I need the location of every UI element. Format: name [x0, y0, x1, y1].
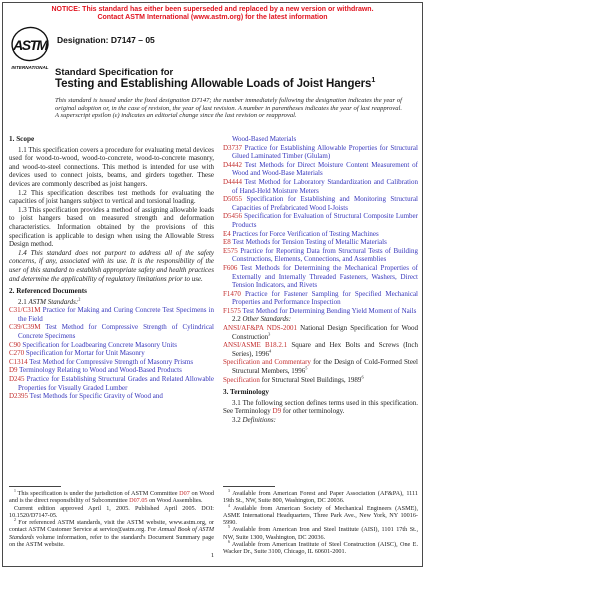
standard-item [223, 230, 418, 239]
text-segment: 2.2 [232, 315, 243, 324]
paragraph-3-2 [223, 416, 418, 425]
notice-line-2: Contact ASTM International (www.astm.org) for the latest information [97, 14, 328, 22]
superseded-notice [3, 6, 422, 22]
standard-title[interactable]: Practices for Force Verification of Testing Machines [230, 229, 379, 238]
text-segment: Annual Book of ASTM Standards [9, 526, 214, 541]
text-segment: on Wood and is the direct responsibility of Subcommittee [9, 490, 214, 505]
footnote-ref: 5 [228, 525, 230, 530]
standard-item [223, 238, 418, 247]
footnote-ref: 2 [78, 296, 81, 302]
footnote-ref: 4 [228, 503, 230, 508]
standard-title[interactable]: Specification for Evaluation of Structural Composite Lumber Products [232, 212, 418, 229]
standard-item [223, 307, 418, 316]
footnote-ref: 3 [228, 488, 230, 493]
inline-standard-link[interactable]: D07 [179, 490, 190, 497]
standard-code-link[interactable]: C90 [9, 340, 21, 349]
standard-item [9, 349, 214, 358]
footnotes-area [9, 486, 418, 556]
standard-code-link[interactable]: ANSI/ASME B18.2.1 [223, 341, 288, 350]
paragraph-1-3: 1.3 This specification provides a method of assigning allowable loads to joist hangers based on measured strength and deformation characteristics. Information obtained by the provisions of this specification is applicable to design when using the Allowable Stress Design method. [9, 205, 214, 249]
standard-item [223, 195, 418, 212]
text-segment: Other Standards: [242, 315, 292, 324]
standard-title[interactable]: Test Methods for Determining the Mechanical Properties of Externally and Internally Threaded Fasteners, Washers, Direct Tension Indicators, and Rivets [232, 263, 418, 290]
text-segment: ASTM Standards: [28, 297, 79, 306]
standard-code-link[interactable]: E4 [223, 229, 231, 238]
title-kicker: Standard Specification for [55, 67, 174, 78]
standard-item [9, 375, 214, 392]
standard-item [223, 358, 418, 375]
title-footnote-ref: 1 [371, 76, 376, 85]
standard-title[interactable]: Terminology Relating to Wood and Wood-Based Products [17, 366, 182, 375]
text-segment: Available from American Forest and Paper Association (AF&PA), 1111 19th St., NW, Suite 800, Washington, DC 20036. [223, 490, 418, 505]
standard-code-link[interactable]: D3737 [223, 143, 243, 152]
standard-code-link[interactable]: D245 [9, 375, 25, 384]
standard-title: for Structural Steel Buildings, 1989 [259, 375, 362, 384]
text-segment: This specification is under the jurisdiction of ASTM Committee [15, 490, 180, 497]
other-standards-label [223, 315, 418, 324]
footnote-ref: 2 [14, 518, 16, 523]
standard-code-link[interactable]: F606 [223, 263, 238, 272]
standard-code-link[interactable]: C31/C31M [9, 306, 41, 315]
standard-code-link[interactable]: D9 [9, 366, 18, 375]
standard-title[interactable]: Practice for Fastener Sampling for Specified Mechanical Properties and Performance Inspection [232, 289, 418, 307]
standard-title[interactable]: Test Method for Determining Bending Yield Moment of Nails [240, 306, 417, 315]
footnote-2 [9, 519, 214, 548]
standard-item [9, 358, 214, 367]
standard-item [223, 144, 418, 161]
standard-preamble: This standard is issued under the fixed designation D7147; the number immediately following the designation indicates the year of original adoption or, in the case of revision, the year of last revision. A number in parentheses indicates the year of last reapproval. A superscript epsilon (ε) indicates an editorial change since the last revision or reapproval. [55, 97, 402, 120]
astm-logo-caption: INTERNATIONAL [11, 65, 49, 70]
standard-item [223, 161, 418, 178]
standard-title[interactable]: Test Method for Laboratory Standardization and Calibration of Hand-Held Moisture Meters [232, 177, 418, 195]
standard-title: for the Design of Cold-Formed Steel Structural Members, 1996 [232, 358, 418, 376]
standard-code-link[interactable]: E8 [223, 238, 231, 247]
standard-code-link[interactable]: D4442 [223, 160, 243, 169]
body-columns [9, 135, 418, 425]
text-segment: 3.2 [232, 416, 243, 424]
standard-title[interactable]: Specification for Mortar for Unit Masonry [24, 349, 145, 358]
standard-title-continuation [223, 135, 418, 144]
standard-item [223, 324, 418, 341]
footnote-ref: 6 [361, 374, 364, 380]
standard-title[interactable]: Test Methods for Specific Gravity of Wood and [28, 392, 163, 401]
footnote-4 [223, 503, 418, 530]
standard-title[interactable]: Test Method for Compressive Strength of Cylindrical Concrete Specimens [18, 323, 214, 341]
footnote-ref: 1 [14, 488, 16, 493]
standard-code-link[interactable]: C39/C39M [9, 323, 41, 332]
standard-code-link[interactable]: C1314 [9, 357, 28, 366]
text-segment: 3.1 The following section defines terms used in this specification. See Terminology [223, 398, 418, 416]
notice-line-1: NOTICE: This standard has either been superseded and replaced by a new version or withdrawn. [51, 6, 374, 13]
text-segment: Available from American Institute of Steel Construction (AISC), One E. Wacker Dr., Suite 3100, Chicago, IL 60601-2001. [223, 541, 418, 556]
standard-code-link[interactable]: F1575 [223, 306, 241, 315]
standard-title: Square and Hex Bolts and Screws (Inch Series), 1996 [232, 341, 418, 358]
standard-code-link[interactable]: E575 [223, 246, 238, 255]
standard-title[interactable]: Practice for Making and Curing Concrete Test Specimens in the Field [18, 306, 214, 323]
standard-item [223, 264, 418, 290]
title-block [55, 67, 402, 120]
other-standards-list [223, 324, 418, 384]
svg-text:ASTM: ASTM [13, 37, 47, 53]
page-title: Testing and Establishing Allowable Loads of Joist Hangers$^1$ [55, 76, 376, 90]
standard-code-link[interactable]: D2395 [9, 392, 29, 401]
standard-title[interactable]: Specification for Loadbearing Concrete Masonry Units [20, 340, 177, 349]
scope-heading: 1. Scope [9, 135, 35, 143]
text-segment: Definitions: [242, 416, 276, 424]
footnote-edition [9, 504, 214, 523]
standard-code-link[interactable]: F1470 [223, 289, 241, 298]
text-segment: Available from American Society of Mechanical Engineers (ASME), ASME International Headquarters, Three Park Ave., New York, NY 10016-5990. [223, 504, 418, 527]
standard-title[interactable]: Practice for Establishing Allowable Properties for Structural Glued Laminated Timber (Glulam) [232, 143, 418, 161]
footnote-divider [223, 486, 275, 487]
footnote-1 [9, 490, 214, 505]
standard-item [9, 306, 214, 323]
text-segment: Current edition approved April 1, 2005. Published April 2005. DOI: 10.1520/D7147-05. [9, 504, 214, 519]
text-segment: Available from American Iron and Steel Institute (AISI), 1101 17th St., NW, Suite 1300, Washington, DC 20036. [223, 526, 418, 541]
text-segment: volume information, refer to the standard's Document Summary page on the ASTM website. [9, 533, 214, 549]
standard-code-link[interactable]: Specification [223, 375, 260, 384]
standard-code-link[interactable]: D4444 [223, 177, 243, 186]
referenced-documents-heading: 2. Referenced Documents [9, 287, 87, 296]
designation: Designation: D7147 – 05 [57, 35, 155, 45]
footnote-ref: 4 [268, 348, 272, 354]
footnotes-right [223, 486, 418, 556]
standard-title[interactable]: Test Methods for Tension Testing of Metallic Materials [230, 238, 387, 247]
standard-title[interactable]: Practice for Reporting Data from Structural Tests of Building Constructions, Elements, Connections, and Assemblies [232, 246, 418, 264]
standard-title[interactable]: Practice for Establishing Structural Grades and Related Allowable Properties for Visually Graded Lumber [18, 375, 214, 392]
standard-code-link[interactable]: Specification and Commentary [223, 358, 311, 367]
inline-standard-link[interactable]: D07.05 [129, 497, 148, 505]
standard-title: National Design Specification for Wood Construction [232, 324, 418, 341]
standard-item [223, 247, 418, 264]
footnote-ref: 5 [305, 365, 308, 371]
page-number: 1 [210, 552, 215, 559]
astm-logo-icon [9, 25, 53, 80]
inline-standard-link[interactable]: D9 [272, 407, 282, 416]
terminology-heading: 3. Terminology [223, 388, 269, 397]
document-page [2, 2, 423, 567]
text-segment: For referenced ASTM standards, visit the ASTM website, www.astm.org, or contact ASTM Customer Service at service@astm.org. For [9, 519, 214, 534]
standard-code-link[interactable]: ANSI/AF&PA NDS-2001 [223, 324, 298, 333]
standard-item [223, 290, 418, 307]
standard-title[interactable]: Specification for Establishing and Monitoring Structural Capacities of Prefabricated Wood I-Joists [232, 195, 418, 212]
footnote-3 [223, 490, 418, 505]
standard-item [9, 323, 214, 340]
standard-item [223, 212, 418, 229]
footnote-ref: 3 [268, 331, 271, 337]
standard-code-link[interactable]: C270 [9, 349, 25, 358]
footnote-5 [223, 526, 418, 541]
astm-standards-list-left [9, 306, 214, 401]
standard-item [9, 392, 214, 401]
paragraph-1-4: 1.4 This standard does not purport to address all of the safety concerns, if any, associated with its use. It is the responsibility of the user of this standard to establish appropriate safety and health practices and determine the applicability of regulatory limitations prior to use. [9, 248, 214, 283]
paragraph-1-1: 1.1 This specification covers a procedure for evaluating metal devices used for wood-to-wood, wood-to-concrete, wood-to-concrete masonry, and wood-to-steel connections. This method is intended for use with devices used to connect joists, beams, and girders together. These devices are commonly described as joist hangers. [9, 145, 214, 188]
standard-item [223, 178, 418, 195]
standard-title[interactable]: Test Method for Compressive Strength of Masonry Prisms [27, 357, 194, 366]
standard-title[interactable]: Test Methods for Direct Moisture Content Measurement of Wood and Wood-Base Materials [232, 160, 418, 178]
standard-item [9, 341, 214, 350]
text-segment: 2.1 [18, 297, 29, 306]
column-left [9, 135, 214, 425]
standard-item [9, 366, 214, 375]
text-segment: on Wood Assemblies. [147, 497, 203, 505]
text-segment: for other terminology. [281, 407, 345, 416]
standard-code-link[interactable]: D5055 [223, 195, 243, 204]
paragraph-3-1 [223, 399, 418, 416]
standard-code-link[interactable]: D5456 [223, 212, 243, 221]
astm-standards-label [9, 298, 214, 307]
footnotes-left [9, 486, 214, 556]
standard-title[interactable]: Wood-Based Materials [232, 135, 297, 143]
paragraph-1-2: 1.2 This specification describes test methods for evaluating the capacities of joist hangers subject to vertical and torsional loading. [9, 188, 214, 206]
footnote-divider [9, 486, 61, 487]
standard-item [223, 341, 418, 358]
footnote-ref: 6 [228, 540, 230, 545]
standard-item [223, 376, 418, 385]
column-right [223, 135, 418, 425]
astm-standards-list-right [223, 144, 418, 316]
